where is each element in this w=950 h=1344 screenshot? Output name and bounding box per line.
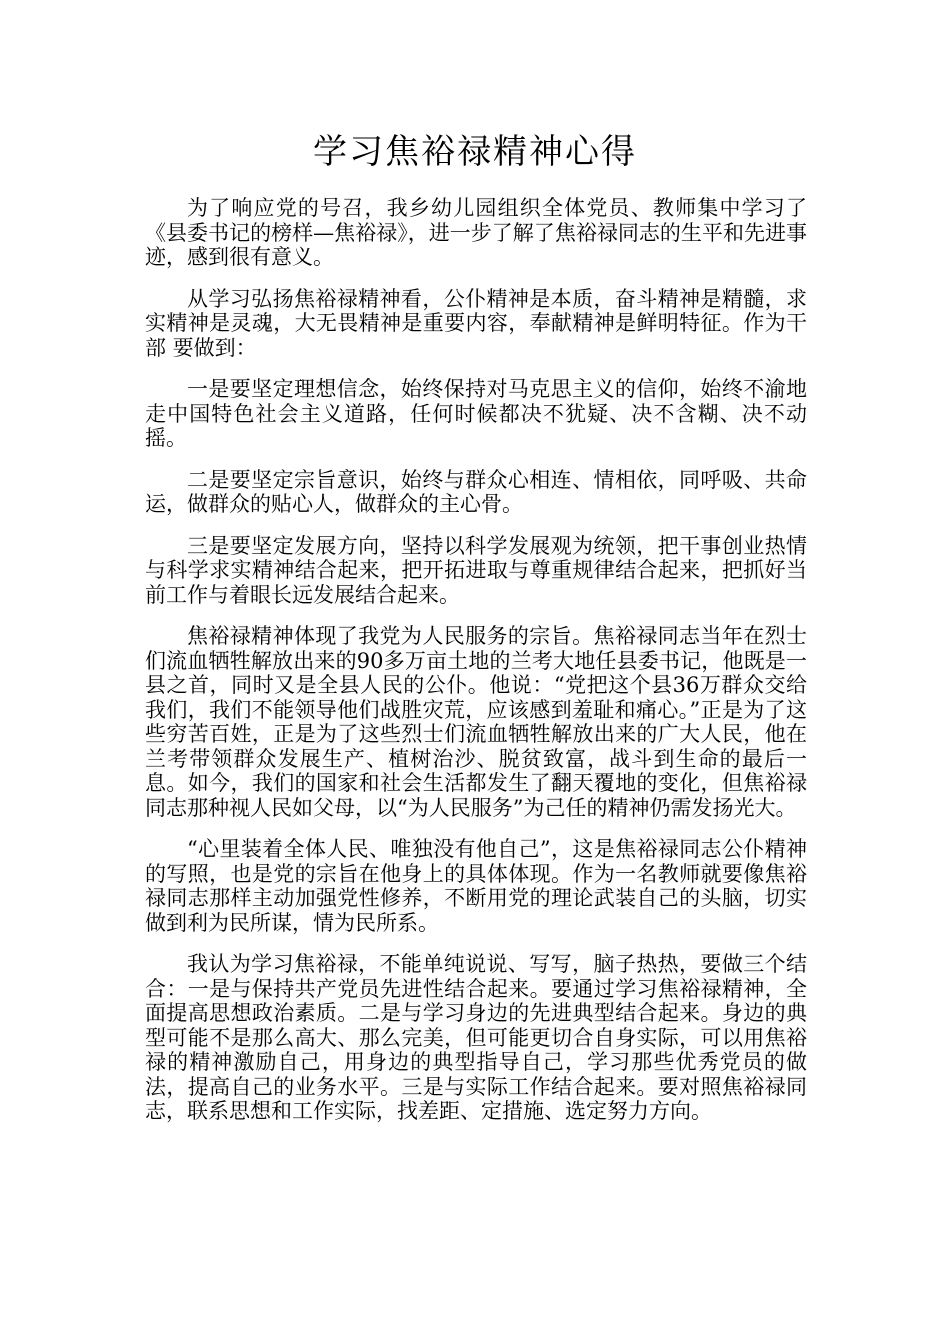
document-body bbox=[145, 196, 807, 1141]
document-title: 学习焦裕禄精神心得 bbox=[313, 132, 637, 172]
paragraph-5: 三是要坚定发展方向，坚持以科学发展观为统领，把干事创业热情与科学求实精神结合起来，把开拓进取与尊重规律结合起来，把抓好当前工作与着眼长远发展结合起来。 bbox=[145, 533, 807, 607]
paragraph-6: 焦裕禄精神体现了我党为人民服务的宗旨。焦裕禄同志当年在烈士们流血牺牲解放出来的90多万亩土地的兰考大地任县委书记，他既是一县之首，同时又是全县人民的公仆。他说：“党把这个县36万群众交给我们，我们不能领导他们战胜灾荒，应该感到羞耻和痛心。”正是为了这些穷苦百姓，正是为了这些烈士们流血牺牲解放出来的广大人民，他在兰考带领群众发展生产、植树治沙、脱贫致富，战斗到生命的最后一息。如今，我们的国家和社会生活都发生了翻天覆地的变化，但焦裕禄同志那种视人民如父母，以“为人民服务”为己任的精神仍需发扬光大。 bbox=[145, 624, 807, 820]
paragraph-1: 为了响应党的号召，我乡幼儿园组织全体党员、教师集中学习了《县委书记的榜样—焦裕禄》，进一步了解了焦裕禄同志的生平和先进事迹，感到很有意义。 bbox=[145, 196, 807, 269]
paragraph-4: 二是要坚定宗旨意识，始终与群众心相连、情相依，同呼吸、共命运，做群众的贴心人，做群众的主心骨。 bbox=[145, 467, 807, 516]
paragraph-7: “心里装着全体人民、唯独没有他自己”，这是焦裕禄同志公仆精神的写照，也是党的宗旨在他身上的具体体现。作为一名教师就要像焦裕禄同志那样主动加强党性修养，不断用党的理论武装自己的头脑，切实做到利为民所谋，情为民所系。 bbox=[145, 837, 807, 935]
paragraph-3: 一是要坚定理想信念，始终保持对马克思主义的信仰，始终不渝地走中国特色社会主义道路，任何时候都决不犹疑、决不含糊、决不动摇。 bbox=[145, 377, 807, 450]
paragraph-2: 从学习弘扬焦裕禄精神看，公仆精神是本质，奋斗精神是精髓，求实精神是灵魂，大无畏精神是重要内容，奉献精神是鲜明特征。作为干部 要做到： bbox=[145, 286, 807, 360]
paragraph-8: 我认为学习焦裕禄，不能单纯说说、写写，脑子热热，要做三个结合：一是与保持共产党员先进性结合起来。要通过学习焦裕禄精神，全面提高思想政治素质。二是与学习身边的先进典型结合起来。身边的典型可能不是那么高大、那么完美，但可能更切合自身实际，可以用焦裕禄的精神激励自己，用身边的典型指导自己，学习那些优秀党员的做法，提高自己的业务水平。三是与实际工作结合起来。要对照焦裕禄同志，联系思想和工作实际，找差距、定措施、选定努力方向。 bbox=[145, 952, 807, 1123]
